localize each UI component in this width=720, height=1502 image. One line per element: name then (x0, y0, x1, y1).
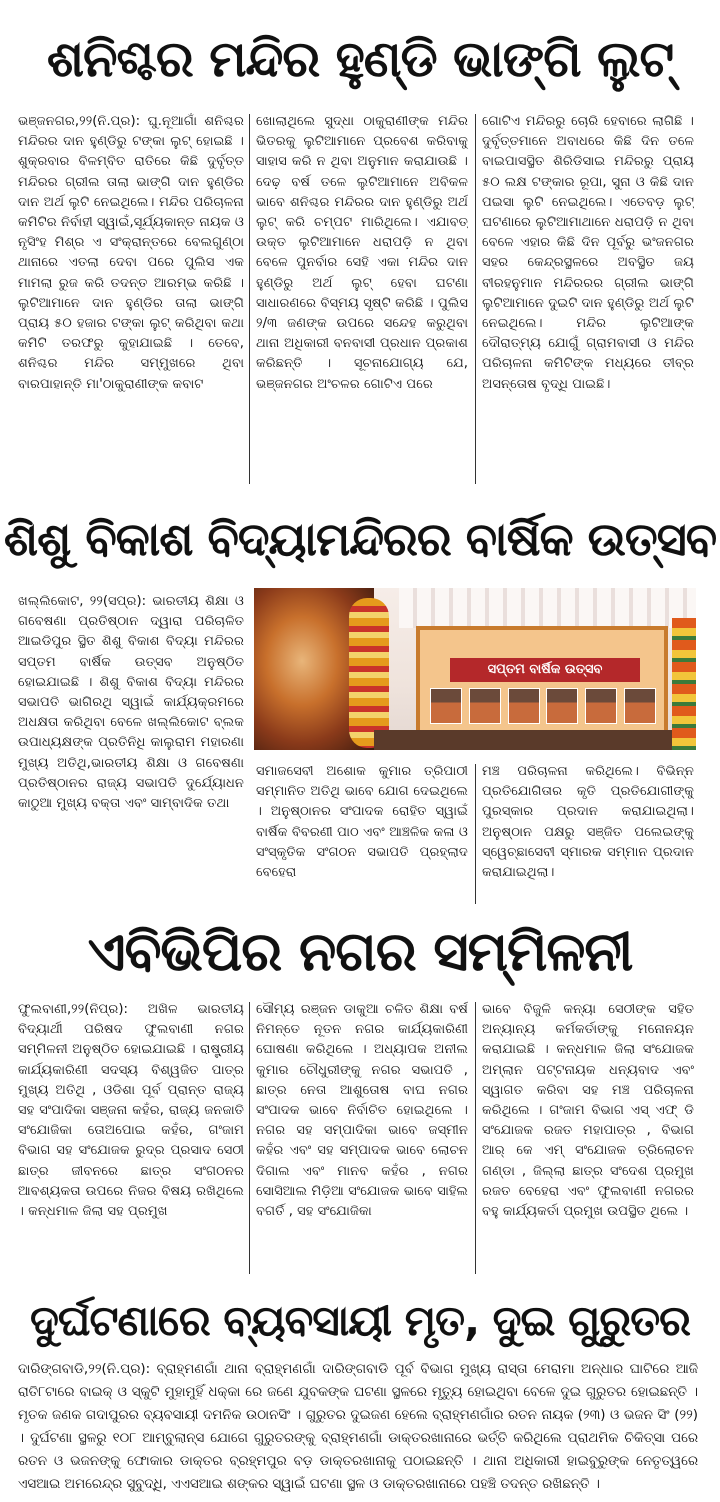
article-1-column-3: ଗୋଟିଏ ମନ୍ଦିରରୁ ଚୋରି ହେବାରେ ଲାଗିଛି । ଦୁର୍ବୃତ୍ତମାନେ ଅବାଧରେ କିଛି ଦିନ ତଳେ ବାଇପାସସ୍ଥିତ ଶିରିଡିସାଇ ମନ୍ଦିରରୁ ପ୍ରାୟ ୫୦ ଲକ୍ଷ ଟଙ୍କାର ରୂପା, ସୁନା ଓ କିଛି ଦାନ ପଇସା ଲୁଟି ନେଇଥିଲେ। ଏତେବଡ଼ ଲୁଟ୍ ଘଟଣାରେ ଲୁଟିଆମାଥାନେ ଧରାପଡ଼ି ନ ଥିବା ବେଳେ ଏହାର କିଛି ଦିନ ପୂର୍ବରୁ ଭଂଜନଗର ସହର କେନ୍ଦ୍ରସ୍ଥଳରେ ଅବସ୍ଥିତ ଜୟ ବୀରହନୁମାନ ମନ୍ଦିରରର ଗ୍ରୀଲ ଭାଙ୍ଗି ଲୁଟିଆମାନେ ଦୁଇଟି ଦାନ ହୁଣ୍ଡିରୁ ଅର୍ଥ ଲୁଟି ନେଇଥିଲେ। ମନ୍ଦିର ଲୁଟିଆଙ୍କ ଦୌରାତ୍ମ୍ୟ ଯୋଗୁଁ ଗ୍ରାମବାସୀ ଓ ମନ୍ଦିର ପରିଚାଳନା କମିଟିଙ୍କ ମଧ୍ୟରେ ତୀବ୍ର ଅସନ୍ତୋଷ ବୃଦ୍ଧି ପାଇଛି। (482, 114, 694, 392)
event-banner (416, 626, 668, 738)
article-1-headline: ଶନିଶ୍ଚର ମନ୍ଦିର ହୁଣ୍ଡି ଭାଙ୍ଗି ଲୁଟ୍ (46, 30, 674, 88)
article-3-column-3: ଭାବେ ବିଜୁଳି କନ୍ୟା ସେଠୀଙ୍କ ସହିତ ଅନ୍ୟାନ୍ୟ କର୍ମକର୍ତାଙ୍କୁ ମନୋନୟନ କରାଯାଇଛି । କନ୍ଧମାଳ ଜିଲା ସଂଯୋଜକ ଅମ୍ଲାନ ପଟ୍ଟନାୟକ ଧନ୍ୟବାଦ ଏବଂ ସ୍ୱାଗତ କରିବା ସହ ମଞ୍ଚ ପରିଚାଳନା କରିଥିଲେ । ଗଂଜାମ ବିଭାଗ ଏସ୍ ଏଫ୍ ଡି ସଂଯୋଜକ ରଜତ ମହାପାତ୍ର , ବିଭାଗ ଆର୍ କେ ଏମ୍ ସଂଯୋଜକ ତ୍ରିଲୋଚନ ଗଣ୍ଡା , ଜିଲ୍ଲା ଛାତ୍ର ସଂଦେଶ ପ୍ରମୁଖ ରଜତ ବେହେରା ଏବଂ ଫୁଲବାଣୀ ନଗରର ବହୁ କାର୍ଯ୍ୟକର୍ତା ପ୍ରମୁଖ ଉପସ୍ଥିତ ଥିଲେ । (482, 1002, 694, 1220)
stage-floor (374, 730, 696, 750)
article-2-column-1: ଖଲ୍ଲିକୋଟ, ୨୨(ସପ୍ର): ଭାରତୀୟ ଶିକ୍ଷା ଓ ଗବେଷଣା ପ୍ରତିଷ୍ଠାନ ଦ୍ୱାରା ପରିଚାଳିତ ଆଇଡିପୁର ସ୍ଥିତ ଶିଶୁ ବିକାଶ ବିଦ୍ୟା ମନ୍ଦିରର ସପ୍ତମ ବାର୍ଷିକ ଉତ୍ସବ ଅନୁଷ୍ଠିତ ହୋଇଯାଇଛି । ଶିଶୁ ବିକାଶ ବିଦ୍ୟା ମନ୍ଦିରର ସଭାପତି ଭାଗିରଥି ସ୍ୱାଇଁ କାର୍ଯ୍ୟକ୍ରମରେ ଅଧକ୍ଷତା କରିଥିବା ବେଳେ ଖଲ୍ଲିକୋଟ ବ୍ଲକ ଉପାଧ୍ୟକ୍ଷଙ୍କ ପ୍ରତିନିଧି କାଲୁରାମ ମହାରଣା ମୁଖ୍ୟ ଅତିଥି,ଭାରତୀୟ ଶିକ୍ଷା ଓ ଗବେଷଣା ପ୍ରତିଷ୍ଠାନର ରାଜ୍ୟ ସଭାପତି ଦୁର୍ଯ୍ୟୋଧନ କାଠୁଆ ମୁଖ୍ୟ ବକ୍ତା ଏବଂ ସାମ୍ବାଦିକ ତଥା (18, 594, 244, 812)
stage-drape (399, 588, 696, 628)
article-3-column-1: ଫୁଲବାଣୀ,୨୨(ନିପ୍ର): ଅଖିଳ ଭାରତୀୟ ବିଦ୍ୟାର୍ଥୀ ପରିଷଦ ଫୁଲବାଣୀ ନଗର ସମ୍ମିଳନୀ ଅନୁଷ୍ଠିତ ହୋଇଯାଇଛି । ରାଷ୍ଟ୍ରୀୟ କାର୍ଯ୍ୟକାରିଣୀ ସଦସ୍ୟ ବିଶ୍ୱଜିତ ପାତ୍ର ମୁଖ୍ୟ ଅତିଥି , ଓଡିଶା ପୂର୍ବ ପ୍ରାନ୍ତ ରାଜ୍ୟ ସହ ସଂପାଦିକା ସଞ୍ଜନା କହଁର, ରାଜ୍ୟ ଜନଜାତି ସଂଯୋଜିକା ତୋଅପୋଇ କହଁର, ଗଂଜାମ ବିଭାଗ ସହ ସଂଯୋଜକ ରୁଦ୍ର ପ୍ରସାଦ ସେଠୀ ଛାତ୍ର ଜୀବନରେ ଛାତ୍ର ସଂଗଠନର ଆବଶ୍ୟକତା ଉପରେ ନିଜର ବିଷୟ ରଖିଥିଲେ । କନ୍ଧମାଳ ଜିଲା ସହ ପ୍ରମୁଖ (18, 1002, 244, 1220)
article-1-column-1: ଭଞ୍ଜନଗର,୨୨(ନି.ପ୍ର): ଘୁ.ନୂଆଗାଁ ଶନିଶ୍ଚର ମନ୍ଦିରର ଦାନ ହୁଣ୍ଡିରୁ ଟଙ୍କା ଲୁଟ୍ ହୋଇଛି । ଶୁକ୍ରବାର ବିଳମ୍ବିତ ରାତିରେ କିଛି ଦୁର୍ବୃତ୍ତ ମନ୍ଦିରର ଗ୍ରୀଲ ତାଲା ଭାଙ୍ଗି ଦାନ ହୁଣ୍ଡିର ଦାନ ଅର୍ଥ ଲୁଟି ନେଇଥିଲେ। ମନ୍ଦିର ପରିଚାଳନା କମିଟିର ନିର୍ବାହୀ ସ୍ୱାଇଁ,ସୂର୍ଯ୍ୟକାନ୍ତ ନାୟକ ଓ ନୃସିଂହ ମିଶ୍ର ଏ ସଂକ୍ରାନ୍ତରେ ବେଲଗୁଣ୍ଠା ଥାନାରେ ଏତଲା ଦେବା ପରେ ପୁଲିସ ଏକ ମାମଲା ରୁଜ କରି ତଦନ୍ତ ଆରମ୍ଭ କରିଛି । ଲୁଟିଆମାନେ ଦାନ ହୁଣ୍ଡିର ତାଲା ଭାଙ୍ଗି ପ୍ରାୟ ୫୦ ହଜାର ଟଙ୍କା ଲୁଟ୍ କରିଥିବା କଥା କମିଟି ତରଫରୁ କୁହାଯାଇଛି । ତେବେ, ଶନିଶ୍ଚର ମନ୍ଦିର ସମ୍ମୁଖରେ ଥିବା ବାରପାହାନ୍ତି ମା'ଠାକୁରାଣୀଙ୍କ କବାଟ (18, 114, 244, 392)
article-1-column-2: ଖୋଲାଥିଲେ ସୁଦ୍ଧା ଠାକୁରାଣୀଙ୍କ ମନ୍ଦିର ଭିତରକୁ ଲୁଟିଆମାନେ ପ୍ରବେଶ କରିବାକୁ ସାହାସ କରି ନ ଥିବା ଅନୁମାନ କରାଯାଉଛି । ଦେଢ଼ ବର୍ଷ ତଳେ ଲୁଟିଆମାନେ ଅବିକଳ ଭାବେ ଶନିଶ୍ଚର ମନ୍ଦିରର ଦାନ ହୁଣ୍ଡିରୁ ଅର୍ଥ ଲୁଟ୍ କରି ଚମ୍ପଟ ମାରିଥିଲେ। ଏଯାବତ୍ ଉକ୍ତ ଲୁଟିଆମାନେ ଧରାପଡ଼ି ନ ଥିବା ବେଳେ ପୁନର୍ବାର ସେହି ଏକା ମନ୍ଦିର ଦାନ ହୁଣ୍ଡିରୁ ଅର୍ଥ ଲୁଟ୍ ହେବା ଘଟଣା ସାଧାରଣରେ ବିସ୍ମୟ ସୃଷ୍ଟି କରିଛି । ପୁଲିସ ୨/୩ ଜଣଙ୍କ ଉପରେ ସନ୍ଦେହ କରୁଥିବା ଥାନା ଅଧିକାରୀ ବନବାସୀ ପ୍ରଧାନ ପ୍ରକାଶ କରିଛନ୍ତି । ସୂଚନାଯୋଗ୍ୟ ଯେ, ଭଞ୍ଜନଗର ଅଂଚଳର ଗୋଟିଏ ପରେ (256, 114, 468, 392)
article-4-headline: ଦୁର୍ଘଟଣାରେ ବ୍ୟବସାୟୀ ମୃତ, ଦୁଇ ଗୁରୁତର (30, 1296, 690, 1345)
column-divider (249, 114, 250, 484)
article-3-column-2: ସୌମ୍ୟ ରଞ୍ଜନ ଡାକୁଆ ଚଳିତ ଶିକ୍ଷା ବର୍ଷ ନିମନ୍ତେ ନୂତନ ନଗର କାର୍ଯ୍ୟକାରିଣୀ ଘୋଷଣା କରିଥିଲେ । ଅଧ୍ୟାପକ ଅନୀଲ କୁମାର ଚୌଧୁରୀଙ୍କୁ ନଗର ସଭାପତି , ଛାତ୍ର ନେତା ଆଶୁତୋଷ ବାଘ ନଗର ସଂପାଦକ ଭାବେ ନିର୍ବାଚିତ ହୋଇଥିଲେ । ନଗର ସହ ସମ୍ପାଦିକା ଭାବେ ଜସ୍ମୀନ କହଁର ଏବଂ ସହ ସମ୍ପାଦକ ଭାବେ ଲୋଚନ ଦିଗାଲ ଏବଂ ମାନବ କହଁର , ନଗର ସୋସିଆଲ ମିଡ଼ିଆ ସଂଯୋଜକ ଭାବେ ସାହିଲ ବଗର୍ତି , ସହ ସଂଯୋଜିକା (256, 1002, 468, 1220)
article-3-headline: ଏବିଭିପିର ନଗର ସମ୍ମିଳନୀ (87, 920, 633, 983)
article-2-column-3: ମଞ୍ଚ ପରିଚାଳନା କରିଥିଲେ। ବିଭିନ୍ନ ପ୍ରତିଯୋଗିତାର କୃତି ପ୍ରତିଯୋଗୀଙ୍କୁ ପୁରସ୍କାର ପ୍ରଦାନ କରାଯାଇଥିଲା।ଅନୁଷ୍ଠାନ ପକ୍ଷରୁ ସଞ୍ଜିତ ପଲେଇଙ୍କୁ ସ୍ୱେଚ୍ଛାସେବୀ ସ୍ମାରକ ସମ୍ମାନ ପ୍ରଦାନ କରାଯାଇଥିଲା। (482, 764, 694, 881)
flower-decoration (672, 618, 696, 750)
banner-portraits (430, 688, 656, 722)
column-divider (475, 764, 476, 904)
column-divider (475, 1002, 476, 1274)
event-banner-title: ସପ୍ତମ ବାର୍ଷିକ ଉତ୍ସବ (450, 658, 640, 682)
event-photo (254, 588, 696, 750)
article-4-body: ଦାରିଙ୍ଗବାଡି,୨୨(ନି.ପ୍ର): ବ୍ରାହ୍ମଣଗାଁ ଥାନା ବ୍ରାହ୍ମଣଗାଁ ଦାରିଙ୍ଗବାଡି ପୂର୍ବ ବିଭାଗ ମୁଖ୍ୟ ରାସ୍ତା ମେରାମା ଅନ୍ଧାର ଘାଟିରେ ଆଜି ରାତି୮ଟାରେ ବାଇକ୍ ଓ ସ୍କୁଟି ମୁହାମୁହିଁ ଧକ୍କା ରେ ଜଣେ ଯୁବକଙ୍କ ଘଟଣା ସ୍ଥଳରେ ମୃତ୍ୟୁ ହୋଇଥିବା ବେଳେ ଦୁଇ ଗୁରୁତର ହୋଇଛନ୍ତି । ମୃତକ ଜଣକ ଗଦାପୁରର ବ୍ୟବସାୟୀ ଦମନିକ ଉଠାନସିଂ । ଗୁରୁତର ଦୁଇଜଣ ହେଲେ ବ୍ରାହ୍ମଣଗାଁର ରତନ ନାୟକ (୨୩) ଓ ଭଜନ ସିଂ (୨୨) । ଦୁର୍ଘଟଣା ସ୍ଥଳରୁ ୧୦୮ ଆମ୍ବୁଲାନ୍ସ ଯୋଗେ ଗୁରୁତରଙ୍କୁ ବ୍ରାହ୍ମଣଗାଁ ଡାକ୍ତରଖାନାରେ ଭର୍ତ୍ତି କରିଥିଲେ ପ୍ରାଥମିକ ଚିକିତ୍ସା ପରେ ରତନ ଓ ଭଜନଙ୍କୁ ଫୋକାର ଡାକ୍ତର ବ୍ରହ୍ମପୁର ବଡ଼ ଡାକ୍ତରଖାନାକୁ ପଠାଇଛନ୍ତି । ଥାନା ଅଧିକାରୀ ହାଇବୁରୁଙ୍କ ନେତୃତ୍ୱରେ ଏସଆଇ ଅମରେନ୍ଦ୍ର ସୁବୁଦ୍ଧି, ଏଏସଆଇ ଶଙ୍କର ସ୍ୱାଇଁ ଘଟଣା ସ୍ଥଳ ଓ ଡାକ୍ତରଖାନାରେ ପହଞ୍ଚି ତଦନ୍ତ ରଖିଛନ୍ତି । (18, 1362, 698, 1492)
column-divider (249, 1002, 250, 1274)
flower-garland (349, 598, 389, 748)
column-divider (475, 114, 476, 484)
article-2-headline: ଶିଶୁ ବିକାଶ ବିଦ୍ୟାମନ୍ଦିରର ବାର୍ଷିକ ଉତ୍ସବ (3, 512, 717, 566)
article-2-column-2: ସମାଜସେବୀ ଅଶୋକ କୁମାର ତ୍ରିପାଠୀ ସମ୍ମାନିତ ଅତିଥି ଭାବେ ଯୋଗ ଦେଇଥିଲେ । ଅନୁଷ୍ଠାନର ସଂପାଦକ ରୋହିତ ସ୍ୱାଇଁ ବାର୍ଷିକ ବିବରଣୀ ପାଠ ଏବଂ ଆଞ୍ଚଳିକ କଳା ଓ ସଂସ୍କୃତିକ ସଂଗଠନ ସଭାପତି ପ୍ରହ୍ଲାଦ ବେହେରା (256, 764, 468, 881)
